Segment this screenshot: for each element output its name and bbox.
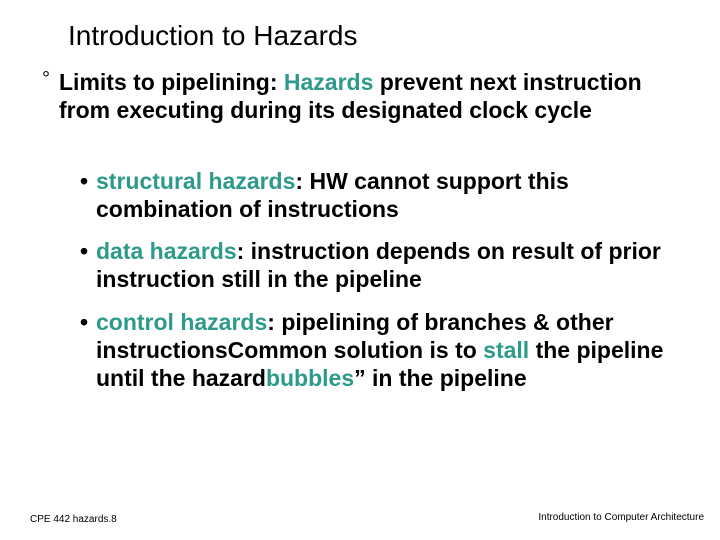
footer-course-title: Introduction to Computer Architecture <box>538 512 704 523</box>
bullet-icon: • <box>80 309 89 335</box>
bullet-icon: • <box>80 238 89 264</box>
structural-hazards-desc: : HW cannot support this combination of instructions <box>96 168 569 222</box>
data-hazards-item <box>80 237 690 293</box>
data-hazards-desc: : instruction depends on result of prior instruction still in the pipeline <box>96 238 661 292</box>
main-bullet-icon: ° <box>42 68 50 90</box>
stall-term: stall <box>483 337 530 363</box>
control-hazards-text <box>80 308 690 392</box>
control-hazards-item <box>80 308 690 392</box>
structural-hazards-text <box>80 167 690 223</box>
data-hazards-term: data hazards <box>96 238 237 264</box>
hazards-term: Hazards <box>283 69 374 95</box>
main-point-text-1: Limits to pipelining: <box>59 69 284 95</box>
control-hazards-desc-2: Common solution is to <box>227 337 484 363</box>
control-hazards-desc-3: the pipeline until the hazard <box>96 337 664 391</box>
main-point-text-2: prevent next instruction from executing during its designated clock cycle <box>59 69 642 123</box>
control-hazards-desc-1: : pipelining of branches & other instructions <box>96 309 614 363</box>
bullet-icon: • <box>80 168 89 194</box>
footer-course-label: CPE 442 hazards.8 <box>30 514 117 525</box>
slide-title: Introduction to Hazards <box>68 20 358 51</box>
main-point <box>59 68 679 124</box>
control-hazards-term: control hazards <box>96 309 268 335</box>
structural-hazards-term: structural hazards <box>96 168 296 194</box>
structural-hazards-item <box>80 167 690 223</box>
control-hazards-desc-4: ” in the pipeline <box>354 365 527 391</box>
bubbles-term: bubbles <box>265 365 355 391</box>
data-hazards-text <box>80 237 690 293</box>
